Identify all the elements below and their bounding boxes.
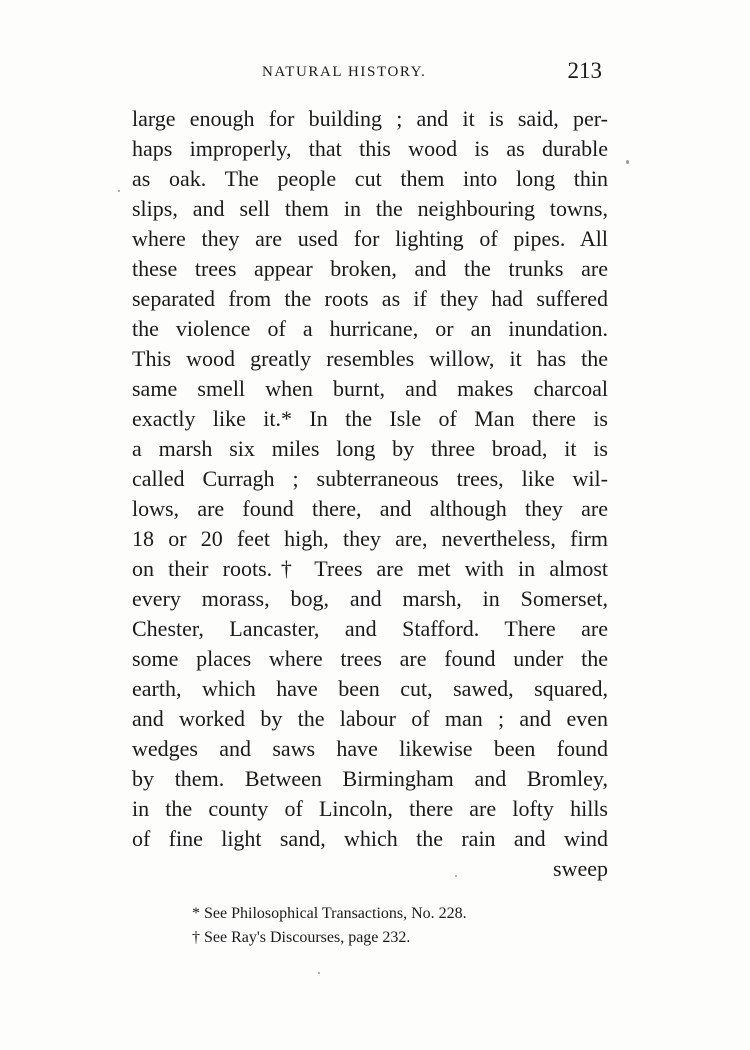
catchword: sweep (553, 856, 608, 881)
text-line: exactly like it.* In the Isle of Man there is (132, 406, 608, 431)
text-line: same smell when burnt, and makes charcoal (132, 376, 608, 401)
text-line: every morass, bog, and marsh, in Somerset, (132, 586, 608, 611)
paper-speck (118, 190, 120, 192)
footnotes (192, 902, 467, 950)
text-line: by them. Between Birmingham and Bromley, (132, 766, 608, 791)
text-line: a marsh six miles long by three broad, it is (132, 436, 608, 461)
footnote: † See Ray's Discourses, page 232. (192, 929, 411, 946)
text-line: This wood greatly resembles willow, it has the (132, 346, 608, 371)
page-header (132, 58, 608, 88)
text-line: lows, are found there, and although they are (132, 496, 608, 521)
text-line: as oak. The people cut them into long thin (132, 166, 608, 191)
text-line: separated from the roots as if they had suffered (132, 286, 608, 311)
text-line: haps improperly, that this wood is as durable (132, 136, 608, 161)
paper-speck (318, 972, 320, 974)
text-line: 18 or 20 feet high, they are, nevertheless, firm (132, 526, 608, 551)
paper-speck (455, 875, 457, 877)
body-text (132, 104, 608, 884)
text-line: the violence of a hurricane, or an inundation. (132, 316, 608, 341)
footnote: * See Philosophical Transactions, No. 228. (192, 905, 467, 922)
text-line: some places where trees are found under the (132, 646, 608, 671)
paper-speck (626, 160, 629, 164)
text-line: called Curragh ; subterraneous trees, like wil- (132, 466, 608, 491)
text-line: wedges and saws have likewise been found (132, 736, 608, 761)
text-line: large enough for building ; and it is said, per- (132, 106, 608, 131)
text-line: where they are used for lighting of pipes. All (132, 226, 608, 251)
text-line: slips, and sell them in the neighbouring towns, (132, 196, 608, 221)
text-line: these trees appear broken, and the trunks are (132, 256, 608, 281)
text-line: Chester, Lancaster, and Stafford. There are (132, 616, 608, 641)
text-line: on their roots.† Trees are met with in almost (132, 556, 608, 581)
page-number: 213 (567, 58, 602, 83)
text-line: of fine light sand, which the rain and wind (132, 826, 608, 851)
text-line: and worked by the labour of man ; and even (132, 706, 608, 731)
text-line: in the county of Lincoln, there are lofty hills (132, 796, 608, 821)
text-line: earth, which have been cut, sawed, squared, (132, 676, 608, 701)
running-head: NATURAL HISTORY. (262, 64, 427, 80)
